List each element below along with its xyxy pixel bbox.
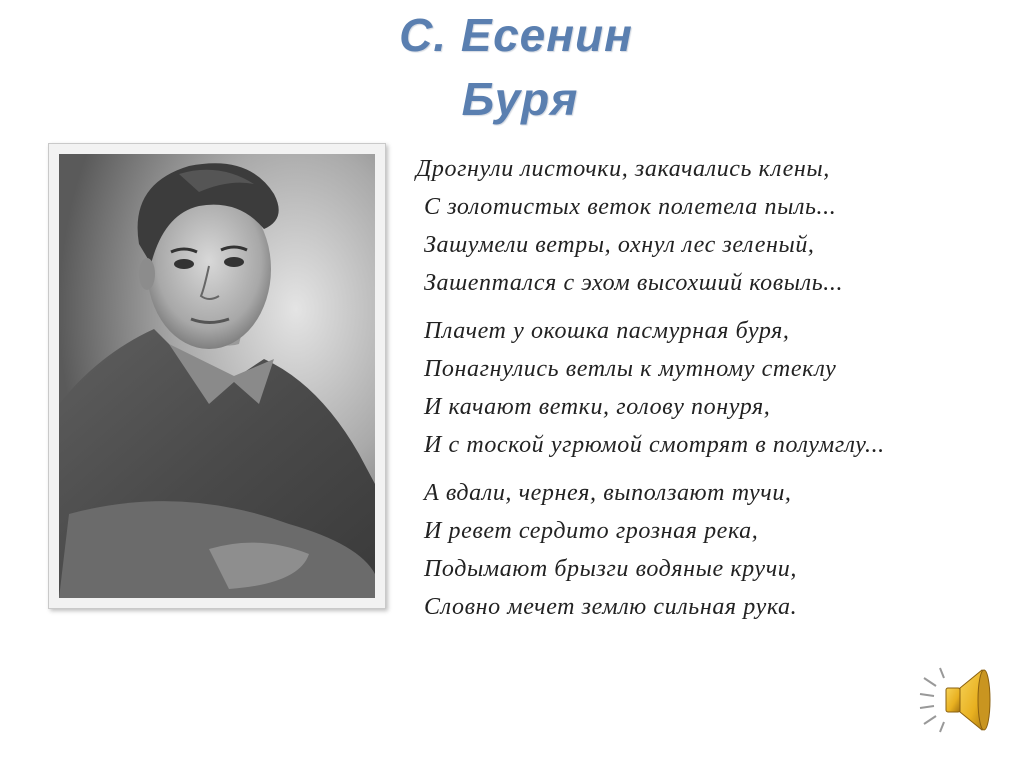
stanza-3 (416, 474, 1016, 626)
poem-line: И с тоской угрюмой смотрят в полумглу... (424, 432, 885, 458)
poem-line: А вдали, чернея, выползают тучи, (424, 480, 792, 506)
poem-line: И качают ветки, голову понуря, (424, 394, 771, 420)
poem-line: Плачет у окошка пасмурная буря, (424, 318, 790, 344)
poem-line: Понагнулись ветлы к мутному стеклу (424, 356, 837, 382)
poem-line: Зашумели ветры, охнул лес зеленый, (424, 232, 815, 258)
poem-line: Подымают брызги водяные кручи, (424, 556, 797, 582)
stanza-1 (416, 150, 1016, 302)
stanza-2 (416, 312, 1016, 464)
poem-text (416, 150, 1016, 636)
poem-line: С золотистых веток полетела пыль... (424, 194, 837, 220)
portrait-photo (59, 154, 375, 598)
portrait-drawing (59, 154, 375, 598)
speaker-icon[interactable] (918, 664, 998, 736)
poem-line: Дрогнули листочки, закачались клены, (416, 156, 830, 182)
poem-line: Словно мечет землю сильная рука. (424, 594, 798, 620)
poem-line: И ревет сердито грозная река, (424, 518, 759, 544)
author-heading: С. Есенин (399, 9, 633, 61)
poem-title: Буря (461, 73, 579, 125)
photo-frame (48, 143, 386, 609)
poem-line: Зашептался с эхом высохший ковыль... (424, 270, 844, 296)
